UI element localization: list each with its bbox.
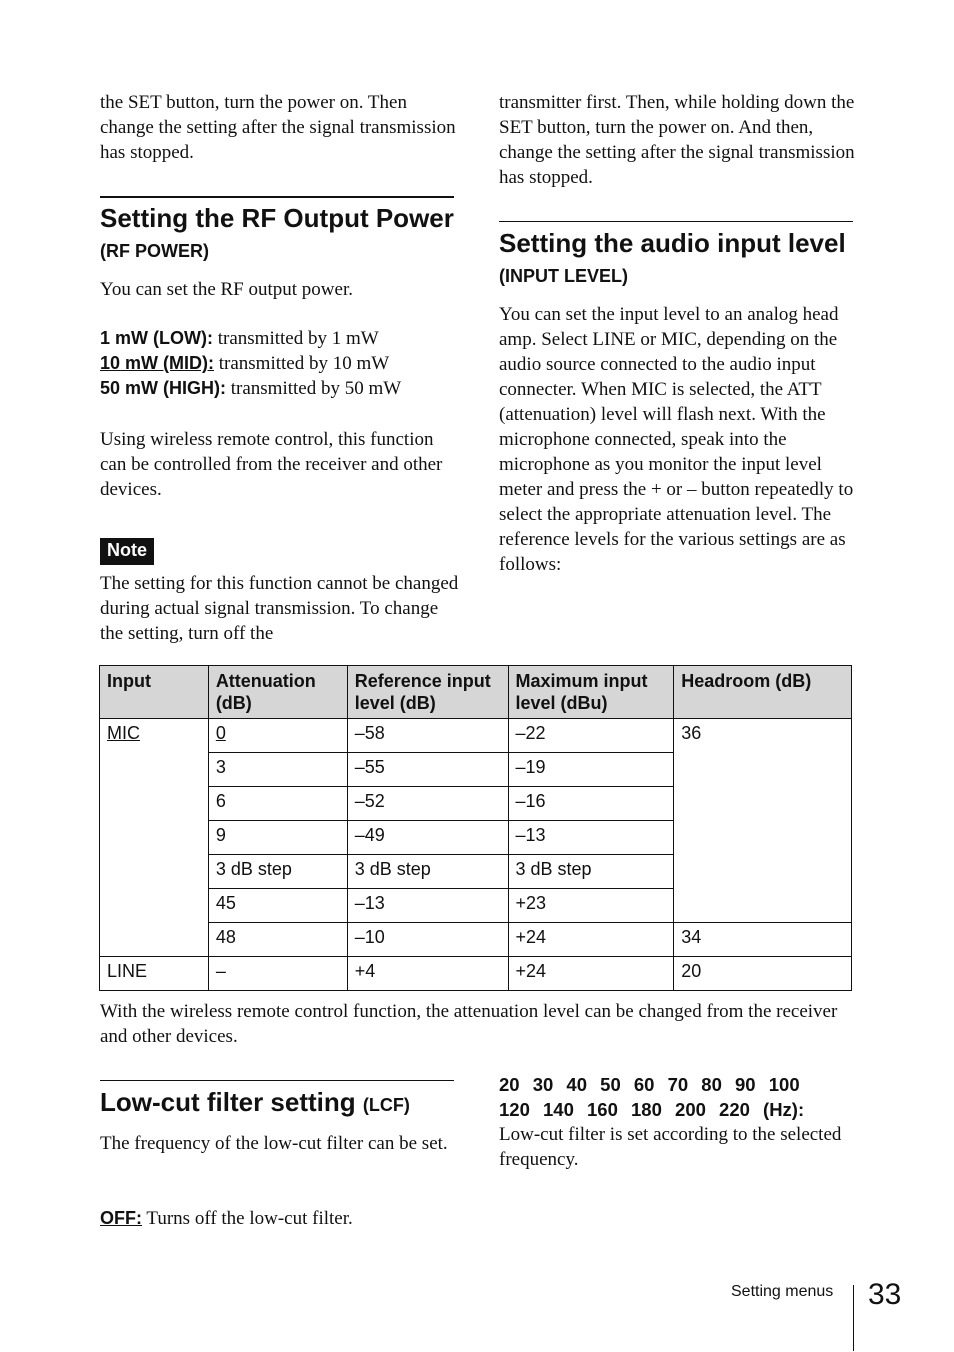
input-level-table [99,665,852,991]
cell-headroom: 20 [674,957,852,991]
heading-rf-output-power [100,203,460,266]
heading-audio-sub: (INPUT LEVEL) [499,266,628,286]
heading-audio-input-level [499,228,859,291]
cell-reference: –49 [347,821,508,855]
cell-reference: –13 [347,889,508,923]
table-row [100,719,852,753]
cell-maximum: –22 [508,719,674,753]
cell-input-mic [100,719,209,957]
table-row [100,957,852,991]
rf-intro: You can set the RF output power. [100,279,353,300]
rf-option-term: 1 mW (LOW): [100,328,213,348]
rf-option-desc: transmitted by 10 mW [218,353,390,374]
table-header-row [100,666,852,719]
after-table-paragraph: With the wireless remote control function, the attenuation level can be changed from the receiver and other devices. [100,1001,838,1047]
lcf-off-term: OFF: [100,1208,142,1228]
section-rule-lcf [100,1080,454,1081]
lcf-intro: The frequency of the low-cut filter can be set. [100,1133,448,1154]
lcf-off-desc: Turns off the low-cut filter. [146,1208,353,1229]
rf-option-low [100,326,470,351]
heading-rf-main: Setting the RF Output Power [100,203,454,233]
heading-lcf-sub: (LCF) [362,1095,410,1115]
heading-low-cut-filter [100,1087,460,1120]
rf-option-mid [100,351,470,376]
lcf-frequency-desc: Low-cut filter is set according to the selected frequency. [499,1124,842,1170]
rf-remote-paragraph: Using wireless remote control, this function can be controlled from the receiver and other devices. [100,429,443,500]
table-row [100,923,852,957]
cell-attenuation: 48 [208,923,347,957]
cell-maximum: +24 [508,923,674,957]
footer-divider [853,1285,854,1351]
rf-option-desc: transmitted by 1 mW [217,328,379,349]
heading-rf-sub: (RF POWER) [100,241,209,261]
note-text: The setting for this function cannot be changed during actual signal transmission. To change the setting, turn off the [100,573,459,644]
header-input: Input [100,666,209,719]
lcf-off-option [100,1206,460,1231]
section-rule-audio [499,221,853,222]
cell-reference: –10 [347,923,508,957]
cell-attenuation: 3 [208,753,347,787]
cell-attenuation: – [208,957,347,991]
continued-paragraph-left: the SET button, turn the power on. Then change the setting after the signal transmission has stopped. [100,92,456,163]
cell-reference: –52 [347,787,508,821]
audio-body: You can set the input level to an analog head amp. Select LINE or MIC, depending on the audio source connected to the audio input connecter. When MIC is selected, the ATT (attenuation) level will flash next. With the microphone connected, speak into the microphone as you monitor the input level meter and press the + or – button repeatedly to select the appropriate attenuation level. The reference levels for the various settings are as follows: [499,304,854,575]
cell-attenuation: 9 [208,821,347,855]
cell-attenuation [208,719,347,753]
cell-reference: –55 [347,753,508,787]
cell-maximum: –19 [508,753,674,787]
cell-attenuation: 6 [208,787,347,821]
cell-reference: 3 dB step [347,855,508,889]
page-number: 33 [868,1278,902,1311]
heading-audio-main: Setting the audio input level [499,228,846,258]
note-badge: Note [100,538,154,565]
cell-input-line: LINE [100,957,209,991]
cell-reference: +4 [347,957,508,991]
cell-maximum: –13 [508,821,674,855]
section-rule-rf [100,196,454,198]
lcf-frequency-option [499,1072,859,1172]
rf-option-desc: transmitted by 50 mW [230,378,402,399]
cell-headroom: 34 [674,923,852,957]
continued-paragraph-right: transmitter first. Then, while holding down the SET button, turn the power on. And then, change the setting after the signal transmission has stopped. [499,92,855,188]
cell-maximum: +24 [508,957,674,991]
rf-option-term: 50 mW (HIGH): [100,378,226,398]
cell-maximum: –16 [508,787,674,821]
lcf-frequency-line: 120 140 160 180 200 220 (Hz): [499,1099,805,1120]
heading-lcf-main: Low-cut filter setting [100,1087,356,1117]
rf-options-list [100,326,470,401]
rf-option-term: 10 mW (MID): [100,353,214,373]
cell-reference: –58 [347,719,508,753]
cell-headroom: 36 [674,719,852,923]
header-maximum-level: Maximum input level (dBu) [508,666,674,719]
cell-maximum: 3 dB step [508,855,674,889]
mic-label: MIC [107,723,140,743]
header-headroom: Headroom (dB) [674,666,852,719]
lcf-frequency-line: 20 30 40 50 60 70 80 90 100 [499,1074,800,1095]
cell-attenuation: 3 dB step [208,855,347,889]
footer-section-label: Setting menus [731,1283,834,1300]
header-reference-level: Reference input level (dB) [347,666,508,719]
attenuation-value: 0 [215,723,226,743]
header-attenuation: Attenuation (dB) [208,666,347,719]
cell-attenuation: 45 [208,889,347,923]
rf-option-high [100,376,470,401]
cell-maximum: +23 [508,889,674,923]
